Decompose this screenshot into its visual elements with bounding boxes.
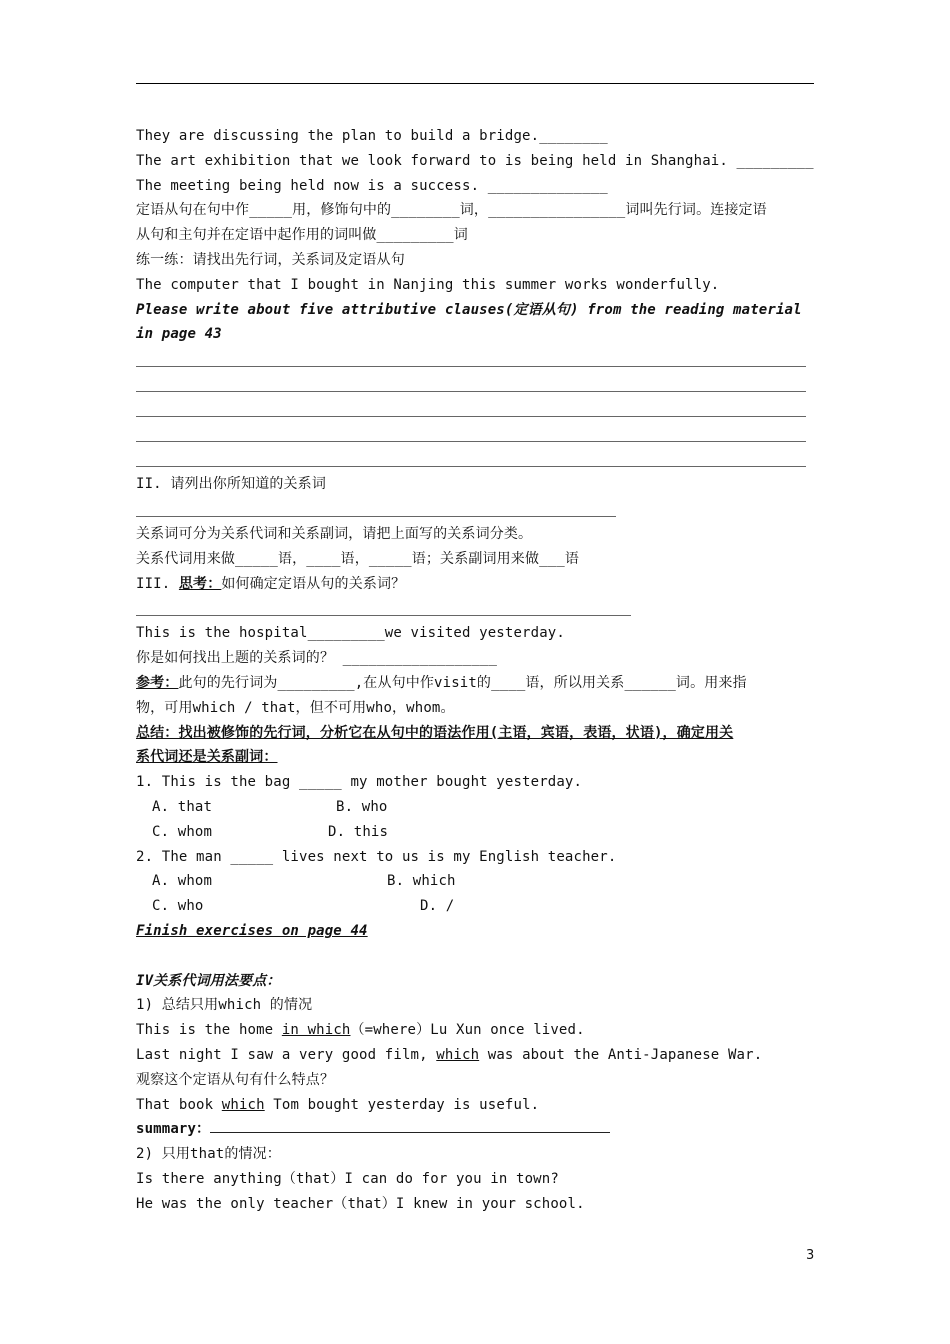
worksheet-body — [136, 124, 816, 1216]
header-rule — [136, 83, 814, 84]
option-a[interactable]: A. whom — [152, 873, 213, 890]
answer-line[interactable] — [136, 497, 626, 522]
page-number: 3 — [806, 1248, 815, 1263]
option-d[interactable]: D. this — [328, 823, 389, 840]
practice-sentence: The computer that I bought in Nanjing this summer works wonderfully. — [136, 276, 720, 293]
which-example-2: Last night I saw a very good film, which was about the Anti-Japanese War. — [136, 1046, 763, 1063]
reference-line-2: 物，可用which / that，但不可用who，whom。 — [136, 699, 455, 716]
reference-line-1: 参考：此句的先行词为_________,在从句中作visit的____语，所以用关系______词。用来指 — [136, 674, 747, 691]
question-2-options-ab — [136, 869, 816, 894]
summary-blank[interactable] — [210, 1117, 610, 1133]
answer-line[interactable] — [136, 422, 816, 447]
which-example-3: That book which Tom bought yesterday is useful. — [136, 1096, 540, 1113]
sentence-1: They are discussing the plan to build a bridge.________ — [136, 128, 608, 144]
that-only-heading: 2) 只用that的情况： — [136, 1146, 281, 1163]
answer-line[interactable] — [136, 372, 816, 397]
answer-line[interactable] — [136, 447, 816, 472]
answer-line[interactable] — [136, 347, 816, 372]
answer-line[interactable] — [136, 596, 641, 621]
sentence-2: The art exhibition that we look forward to is being held in Shanghai. _________ — [136, 152, 814, 169]
question-2-options-cd — [136, 894, 816, 919]
hospital-sentence: This is the hospital_________we visited yesterday. — [136, 625, 565, 642]
spacer — [136, 944, 816, 969]
answer-line[interactable] — [136, 397, 816, 422]
finish-exercises: Finish exercises on page 44 — [136, 922, 368, 939]
classify-instruction: 关系词可分为关系代词和关系副词，请把上面写的关系词分类。 — [136, 525, 533, 542]
summary-answer — [136, 1117, 816, 1142]
task-instruction-1: Please write about five attributive clauses(定语从句) from the reading material — [136, 301, 802, 318]
summary-line-1: 总结：找出被修饰的先行词，分析它在从句中的语法作用(主语，宾语，表语，状语)，确定用关 — [136, 724, 734, 741]
sentence-3: The meeting being held now is a success. ______________ — [136, 177, 608, 194]
question-1: 1. This is the bag _____ my mother bought yesterday. — [136, 774, 583, 791]
think-label: 思考： — [178, 575, 222, 592]
practice-heading: 练一练：请找出先行词，关系词及定语从句 — [136, 251, 405, 268]
section-iii-heading: III. 思考：如何确定定语从句的关系词？ — [136, 575, 406, 592]
classify-fill: 关系代词用来做_____语，____语，_____语；关系副词用来做___语 — [136, 550, 579, 567]
reference-label: 参考： — [136, 674, 179, 691]
option-d[interactable]: D. / — [420, 898, 455, 915]
option-b[interactable]: B. who — [336, 798, 388, 815]
task-instruction-2: in page 43 — [136, 326, 222, 343]
how-question: 你是如何找出上题的关系词的？ __________________ — [136, 650, 498, 667]
section-ii-heading: II. 请列出你所知道的关系词 — [136, 476, 326, 493]
question-1-options-ab — [136, 795, 816, 820]
question-2: 2. The man _____ lives next to us is my English teacher. — [136, 848, 617, 865]
summary-label: summary： — [136, 1121, 211, 1138]
option-a[interactable]: A. that — [152, 798, 213, 815]
definition-line-1: 定语从句在句中作_____用，修饰句中的________词，________________词叫先行词。连接定语 — [136, 202, 767, 219]
option-c[interactable]: C. whom — [152, 823, 213, 840]
that-example-1: Is there anything（that）I can do for you in town? — [136, 1170, 559, 1187]
which-example-1: This is the home in which（=where）Lu Xun once lived. — [136, 1022, 585, 1039]
definition-line-2: 从句和主句并在定语中起作用的词叫做_________词 — [136, 227, 468, 244]
option-b[interactable]: B. which — [387, 873, 456, 890]
which-only-heading: 1) 总结只用which 的情况 — [136, 997, 313, 1014]
summary-line-2: 系代词还是关系副词： — [136, 749, 278, 766]
that-example-2: He was the only teacher（that）I knew in your school. — [136, 1195, 585, 1212]
observe-question: 观察这个定语从句有什么特点？ — [136, 1071, 335, 1088]
section-iv-heading: IV关系代词用法要点： — [136, 972, 281, 989]
question-1-options-cd — [136, 820, 816, 845]
option-c[interactable]: C. who — [152, 898, 204, 915]
